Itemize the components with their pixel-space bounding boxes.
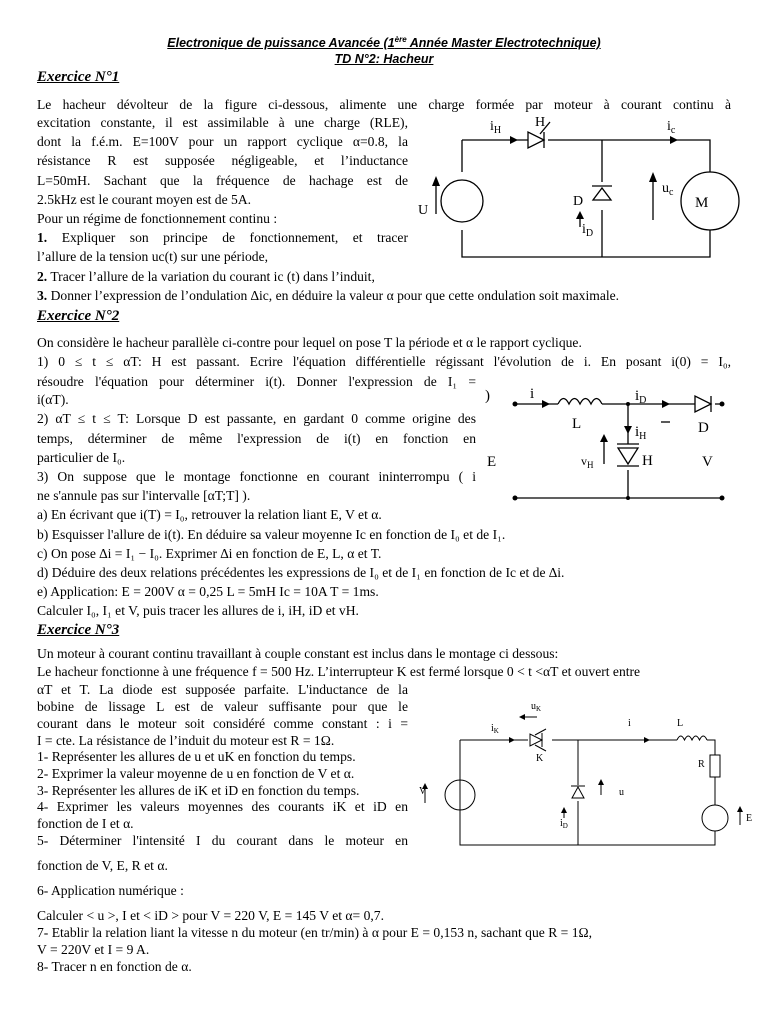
switch-H-icon	[618, 448, 638, 464]
ex2-question-a: a) En écrivant que i(T) = I₀, retrouver la relation liant E, V et α.	[37, 507, 382, 522]
ex3-question-5: 5- Déterminer l'intensité I du courant dans le moteur en	[37, 833, 408, 848]
label-H: H	[642, 453, 653, 469]
ex1-regime: Pour un régime de fonctionnement continu :	[37, 211, 278, 226]
ex3-line: αT et T. La diode est supposée parfaite. L'inductance de la	[37, 682, 408, 697]
document-subtitle: TD N°2: Hacheur	[334, 52, 434, 66]
label-vH: $v_H$	[581, 454, 594, 470]
label-iH: $i_H$	[490, 119, 502, 136]
ex3-line: courant dans le moteur soit considéré comme constant : i =	[37, 716, 408, 731]
ex3-question-8: 8- Tracer n en fonction de α.	[37, 959, 192, 974]
label-H: H	[535, 115, 546, 130]
ex2-question-d: d) Déduire des deux relations précédentes les expressions de I₀ et de I₁ en fonction de Ic et de ∆i.	[37, 565, 565, 580]
ex3-question-1: 1- Représenter les allures de u et uK en fonction du temps.	[37, 749, 356, 764]
buck-chopper-circuit	[410, 112, 740, 262]
ex3-line: Le hacheur fonctionne à une fréquence f = 500 Hz. L’interrupteur K est fermé lorsque 0 < t <αT et ouvert entre	[37, 664, 641, 679]
label-uK: $u_K$	[531, 701, 542, 713]
ex1-intro-line: résistance R est supposée négligeable, et l’inductance	[37, 153, 408, 168]
ex2-p2-line: temps, déterminer de même l'expression de i(t) en fonction en	[37, 431, 476, 446]
inductor-L-icon	[558, 399, 602, 405]
ex2-question-e: e) Application: E = 200V α = 0,25 L = 5mH Ic = 10A T = 1ms.	[37, 584, 379, 599]
diode-D-icon	[593, 188, 611, 200]
label-iD: $i_D$	[635, 388, 647, 406]
label-M: M	[695, 195, 709, 211]
label-V: V	[702, 454, 713, 470]
ex2-p1-line: i(αT).	[37, 392, 69, 407]
switch-K-icon	[530, 734, 542, 746]
ex3-line: bobine de lissage L est de valeur suffisante pour que le	[37, 699, 408, 714]
label-U: U	[418, 203, 429, 218]
ex2-p1-line: 1) 0 ≤ t ≤ αT: H est passant. Ecrire l'équation différentielle régissant l'évolution de i. En posant i(0) = I₀,	[37, 354, 731, 369]
label-iD: $i_D$	[560, 818, 568, 830]
ex1-question-2: 2. Tracer l’allure de la variation du courant ic (t) dans l’induit,	[37, 269, 375, 284]
ex2-p2-line: 2) αT ≤ t ≤ T: Lorsque D est passante, en gardant 0 comme origine des	[37, 411, 476, 426]
ex3-question-6-cont: Calculer < u >, I et < iD > pour V = 220 V, E = 145 V et α= 0,7.	[37, 908, 384, 923]
label-D: D	[698, 420, 709, 436]
label-D: D	[573, 194, 584, 209]
ex1-intro-line: dont la f.é.m. E=100V pour un rapport cyclique α=0.8, la	[37, 134, 408, 149]
boost-chopper-circuit	[480, 378, 740, 508]
exercise-2-title: Exercice N°2	[37, 308, 120, 324]
ex1-question-1-cont: l’allure de la tension uc(t) sur une période,	[37, 249, 269, 264]
label-R: R	[698, 759, 705, 770]
ex1-intro-line: excitation constante, il est assimilable à une charge (RLE),	[37, 115, 408, 130]
ex1-intro-line: L=50mH. Sachant que la fréquence de hachage est de	[37, 173, 408, 188]
thyristor-H-icon	[528, 132, 544, 148]
label-L: L	[572, 416, 582, 432]
ex1-question-1: 1. Expliquer son principe de fonctionnement, et tracer	[37, 230, 408, 245]
inductor-L-icon	[677, 736, 707, 740]
ex3-question-6: 6- Application numérique :	[37, 883, 184, 898]
label-E: E	[487, 454, 497, 470]
ex1-intro-line: 2.5kHz est le courant moyen est de 5A.	[37, 192, 252, 207]
ex3-question-3: 3- Représenter les allures de iK et iD en fonction du temps.	[37, 783, 360, 798]
label-iD: $i_D$	[582, 222, 594, 239]
exercise-1-title: Exercice N°1	[37, 69, 120, 85]
label-iH: $i_H$	[635, 424, 647, 442]
label-V: V	[419, 786, 427, 797]
label-i: i	[628, 718, 631, 729]
ex2-question-b: b) Esquisser l'allure de i(t). En déduire sa valeur moyenne Ic en fonction de I₀ et de I₁.	[37, 527, 506, 542]
ex1-question-3: 3. Donner l’expression de l’ondulation ∆ic, en déduire la valeur α pour que cette ondulation soit maximale.	[37, 288, 620, 303]
ex3-question-4-cont: fonction de I et α.	[37, 816, 134, 831]
label-E: E	[746, 813, 753, 824]
ex1-intro-line: Le hacheur dévolteur de la figure ci-dessous, alimente une charge formée par moteur à courant continu à	[37, 97, 731, 112]
exercise-3-title: Exercice N°3	[37, 622, 120, 638]
diode-D-icon	[572, 787, 584, 798]
ex2-question-f: Calculer I₀, I₁ et V, puis tracer les allures de i, iH, iD et vH.	[37, 603, 359, 618]
ex3-question-7: 7- Etablir la relation liant la vitesse n du moteur (en tr/min) à α pour E = 0,153 n, sachant que R = 1Ω,	[37, 925, 593, 940]
ex2-p3-line: ne s'annule pas sur l'intervalle [αT;T] ).	[37, 488, 251, 503]
diode-D-icon	[695, 396, 711, 412]
label-L: L	[677, 718, 684, 729]
motor-chopper-circuit	[415, 695, 755, 855]
resistor-R-icon	[710, 755, 720, 777]
ex2-question-c: c) On pose ∆i = I₁ − I₀. Exprimer ∆i en fonction de E, L, α et T.	[37, 546, 382, 561]
ex3-question-5-cont: fonction de V, E, R et α.	[37, 858, 168, 873]
document-title: Electronique de puissance Avancée (1ère Année Master Electrotechnique)	[167, 34, 601, 50]
ex3-question-7-cont: V = 220V et I = 9 A.	[37, 942, 150, 957]
ex3-question-4: 4- Exprimer les valeurs moyennes des courants iK et iD en	[37, 799, 408, 814]
label-ic: $i_c$	[667, 119, 676, 136]
label-i: i	[530, 386, 535, 402]
ex2-p2-line: particulier de I₀.	[37, 450, 126, 465]
ex3-line: Un moteur à courant continu travaillant à couple constant est inclus dans le montage ci dessous:	[37, 646, 559, 661]
label-paren: )	[485, 388, 490, 404]
label-iK: $i_K$	[491, 723, 499, 735]
label-u: u	[619, 787, 624, 798]
label-uc: $u_c$	[662, 181, 674, 198]
ex3-line: I = cte. La résistance de l’induit du moteur est R = 1Ω.	[37, 733, 335, 748]
ex2-intro: On considère le hacheur parallèle ci-contre pour lequel on pose T la période et α le rapport cyclique.	[37, 335, 582, 350]
ex2-p1-line: résoudre l'équation pour déterminer i(t). Donner l'expression de I₁ =	[37, 374, 476, 389]
ex2-p3-line: 3) On suppose que le montage fonctionne en courant ininterrompu ( i	[37, 469, 476, 484]
ex3-question-2: 2- Exprimer la valeur moyenne de u en fonction de V et α.	[37, 766, 355, 781]
label-K: K	[536, 753, 544, 764]
